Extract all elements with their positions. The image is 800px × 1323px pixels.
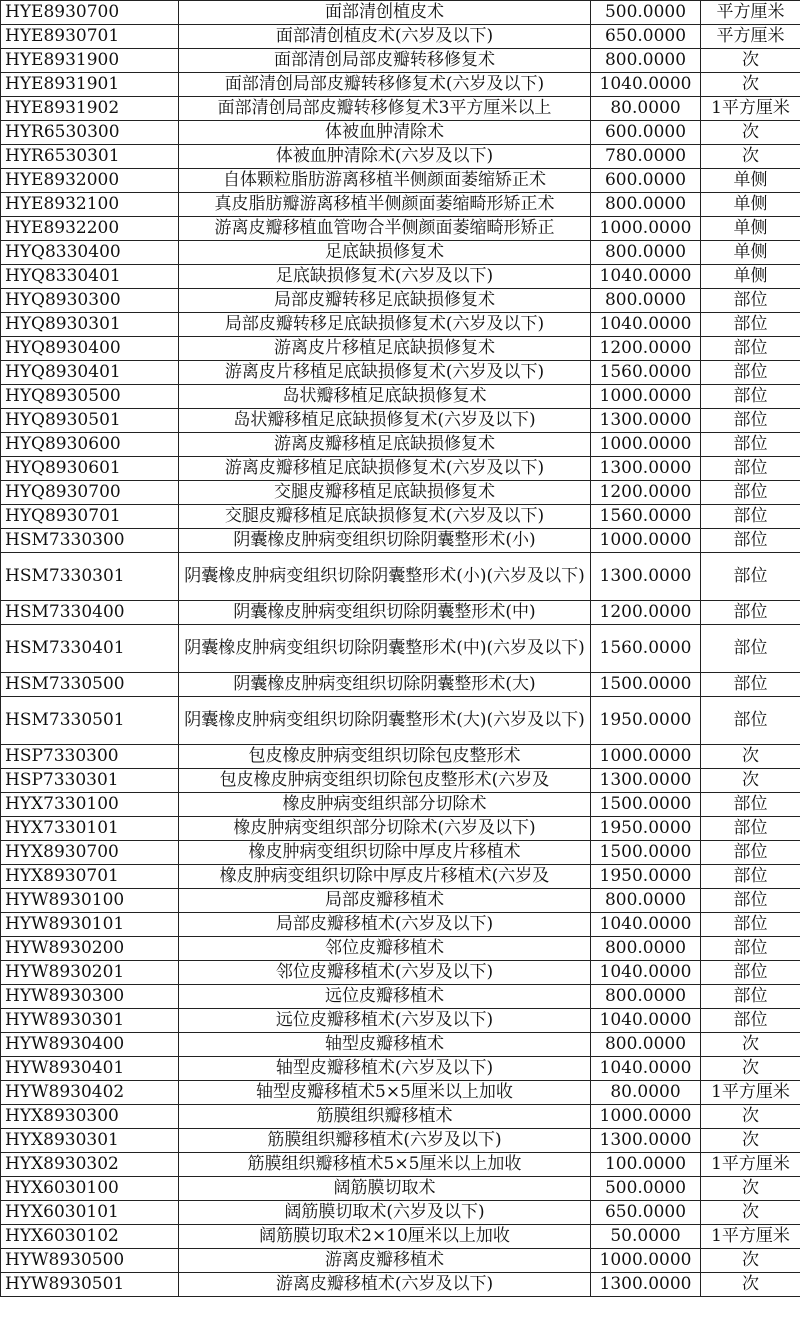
table-row bbox=[1, 1177, 800, 1201]
price-cell: 1950.0000 bbox=[591, 697, 701, 745]
name-cell: 游离皮片移植足底缺损修复术 bbox=[179, 337, 591, 361]
name-cell: 远位皮瓣移植术(六岁及以下) bbox=[179, 1009, 591, 1033]
unit-cell: 单侧 bbox=[701, 217, 800, 241]
code-cell: HYW8930402 bbox=[1, 1081, 179, 1105]
code-cell: HYX7330100 bbox=[1, 793, 179, 817]
price-cell: 1040.0000 bbox=[591, 1009, 701, 1033]
name-cell: 足底缺损修复术(六岁及以下) bbox=[179, 265, 591, 289]
code-cell: HYQ8930501 bbox=[1, 409, 179, 433]
code-cell: HYW8930301 bbox=[1, 1009, 179, 1033]
code-cell: HYQ8930300 bbox=[1, 289, 179, 313]
code-cell: HYW8930501 bbox=[1, 1273, 179, 1297]
code-cell: HYQ8930601 bbox=[1, 457, 179, 481]
unit-cell: 1平方厘米 bbox=[701, 1153, 800, 1177]
unit-cell: 部位 bbox=[701, 457, 800, 481]
price-cell: 1950.0000 bbox=[591, 865, 701, 889]
table-row bbox=[1, 553, 800, 601]
unit-cell: 部位 bbox=[701, 673, 800, 697]
code-cell: HSM7330500 bbox=[1, 673, 179, 697]
code-cell: HYX6030100 bbox=[1, 1177, 179, 1201]
name-cell: 面部清创植皮术(六岁及以下) bbox=[179, 25, 591, 49]
table-row bbox=[1, 361, 800, 385]
name-cell: 交腿皮瓣移植足底缺损修复术(六岁及以下) bbox=[179, 505, 591, 529]
table-row bbox=[1, 145, 800, 169]
code-cell: HSP7330300 bbox=[1, 745, 179, 769]
code-cell: HYQ8330401 bbox=[1, 265, 179, 289]
unit-cell: 部位 bbox=[701, 793, 800, 817]
unit-cell: 平方厘米 bbox=[701, 1, 800, 25]
table-row bbox=[1, 1273, 800, 1297]
table-row bbox=[1, 121, 800, 145]
code-cell: HYX7330101 bbox=[1, 817, 179, 841]
price-cell: 500.0000 bbox=[591, 1, 701, 25]
name-cell: 游离皮瓣移植血管吻合半侧颜面萎缩畸形矫正 bbox=[179, 217, 591, 241]
table-row bbox=[1, 433, 800, 457]
unit-cell: 部位 bbox=[701, 385, 800, 409]
code-cell: HSP7330301 bbox=[1, 769, 179, 793]
table-row bbox=[1, 385, 800, 409]
table-row bbox=[1, 265, 800, 289]
price-table-body bbox=[1, 1, 800, 1297]
name-cell: 体被血肿清除术 bbox=[179, 121, 591, 145]
name-cell: 岛状瓣移植足底缺损修复术 bbox=[179, 385, 591, 409]
price-cell: 780.0000 bbox=[591, 145, 701, 169]
unit-cell: 次 bbox=[701, 1249, 800, 1273]
code-cell: HYQ8330400 bbox=[1, 241, 179, 265]
name-cell: 橡皮肿病变组织切除中厚皮片移植术 bbox=[179, 841, 591, 865]
price-cell: 1040.0000 bbox=[591, 961, 701, 985]
table-row bbox=[1, 793, 800, 817]
price-cell: 1560.0000 bbox=[591, 361, 701, 385]
code-cell: HYW8930300 bbox=[1, 985, 179, 1009]
name-cell: 面部清创植皮术 bbox=[179, 1, 591, 25]
code-cell: HYX6030101 bbox=[1, 1201, 179, 1225]
unit-cell: 单侧 bbox=[701, 265, 800, 289]
table-row bbox=[1, 457, 800, 481]
code-cell: HYR6530301 bbox=[1, 145, 179, 169]
price-cell: 800.0000 bbox=[591, 889, 701, 913]
unit-cell: 单侧 bbox=[701, 169, 800, 193]
code-cell: HYX6030102 bbox=[1, 1225, 179, 1249]
unit-cell: 部位 bbox=[701, 985, 800, 1009]
table-row bbox=[1, 1201, 800, 1225]
name-cell: 阔筋膜切取术 bbox=[179, 1177, 591, 1201]
name-cell: 阔筋膜切取术2×10厘米以上加收 bbox=[179, 1225, 591, 1249]
price-cell: 1300.0000 bbox=[591, 1129, 701, 1153]
unit-cell: 部位 bbox=[701, 289, 800, 313]
name-cell: 阴囊橡皮肿病变组织切除阴囊整形术(大) bbox=[179, 673, 591, 697]
table-row bbox=[1, 409, 800, 433]
table-row bbox=[1, 217, 800, 241]
name-cell: 岛状瓣移植足底缺损修复术(六岁及以下) bbox=[179, 409, 591, 433]
price-cell: 1300.0000 bbox=[591, 409, 701, 433]
price-cell: 50.0000 bbox=[591, 1225, 701, 1249]
name-cell: 橡皮肿病变组织部分切除术 bbox=[179, 793, 591, 817]
table-row bbox=[1, 817, 800, 841]
name-cell: 自体颗粒脂肪游离移植半侧颜面萎缩矫正术 bbox=[179, 169, 591, 193]
code-cell: HSM7330301 bbox=[1, 553, 179, 601]
price-cell: 1200.0000 bbox=[591, 337, 701, 361]
price-cell: 600.0000 bbox=[591, 169, 701, 193]
code-cell: HYQ8930500 bbox=[1, 385, 179, 409]
table-row bbox=[1, 1225, 800, 1249]
name-cell: 筋膜组织瓣移植术5×5厘米以上加收 bbox=[179, 1153, 591, 1177]
price-cell: 1000.0000 bbox=[591, 1249, 701, 1273]
table-row bbox=[1, 49, 800, 73]
table-row bbox=[1, 625, 800, 673]
price-cell: 1560.0000 bbox=[591, 505, 701, 529]
unit-cell: 部位 bbox=[701, 529, 800, 553]
table-row bbox=[1, 25, 800, 49]
name-cell: 局部皮瓣移植术(六岁及以下) bbox=[179, 913, 591, 937]
unit-cell: 次 bbox=[701, 745, 800, 769]
name-cell: 橡皮肿病变组织切除中厚皮片移植术(六岁及 bbox=[179, 865, 591, 889]
table-row bbox=[1, 481, 800, 505]
name-cell: 橡皮肿病变组织部分切除术(六岁及以下) bbox=[179, 817, 591, 841]
unit-cell: 部位 bbox=[701, 865, 800, 889]
code-cell: HYX8930701 bbox=[1, 865, 179, 889]
price-cell: 650.0000 bbox=[591, 1201, 701, 1225]
price-cell: 1950.0000 bbox=[591, 817, 701, 841]
code-cell: HYE8932200 bbox=[1, 217, 179, 241]
table-row bbox=[1, 1081, 800, 1105]
unit-cell: 部位 bbox=[701, 313, 800, 337]
unit-cell: 次 bbox=[701, 1129, 800, 1153]
code-cell: HYW8930201 bbox=[1, 961, 179, 985]
table-row bbox=[1, 673, 800, 697]
table-row bbox=[1, 913, 800, 937]
table-row bbox=[1, 1, 800, 25]
code-cell: HYR6530300 bbox=[1, 121, 179, 145]
name-cell: 阔筋膜切取术(六岁及以下) bbox=[179, 1201, 591, 1225]
unit-cell: 次 bbox=[701, 49, 800, 73]
table-row bbox=[1, 769, 800, 793]
name-cell: 局部皮瓣转移足底缺损修复术 bbox=[179, 289, 591, 313]
unit-cell: 部位 bbox=[701, 553, 800, 601]
code-cell: HYE8932100 bbox=[1, 193, 179, 217]
code-cell: HYW8930500 bbox=[1, 1249, 179, 1273]
name-cell: 面部清创局部皮瓣转移修复术3平方厘米以上 bbox=[179, 97, 591, 121]
code-cell: HYQ8930401 bbox=[1, 361, 179, 385]
name-cell: 包皮橡皮肿病变组织切除包皮整形术(六岁及 bbox=[179, 769, 591, 793]
code-cell: HSM7330400 bbox=[1, 601, 179, 625]
unit-cell: 部位 bbox=[701, 433, 800, 457]
table-row bbox=[1, 169, 800, 193]
name-cell: 真皮脂肪瓣游离移植半侧颜面萎缩畸形矫正术 bbox=[179, 193, 591, 217]
price-cell: 1500.0000 bbox=[591, 673, 701, 697]
code-cell: HYE8931900 bbox=[1, 49, 179, 73]
name-cell: 阴囊橡皮肿病变组织切除阴囊整形术(中) bbox=[179, 601, 591, 625]
table-row bbox=[1, 745, 800, 769]
unit-cell: 次 bbox=[701, 121, 800, 145]
unit-cell: 次 bbox=[701, 1177, 800, 1201]
name-cell: 筋膜组织瓣移植术(六岁及以下) bbox=[179, 1129, 591, 1153]
table-row bbox=[1, 241, 800, 265]
unit-cell: 部位 bbox=[701, 841, 800, 865]
unit-cell: 次 bbox=[701, 145, 800, 169]
unit-cell: 平方厘米 bbox=[701, 25, 800, 49]
code-cell: HYE8931901 bbox=[1, 73, 179, 97]
price-cell: 800.0000 bbox=[591, 241, 701, 265]
table-row bbox=[1, 73, 800, 97]
unit-cell: 部位 bbox=[701, 937, 800, 961]
price-cell: 1300.0000 bbox=[591, 457, 701, 481]
code-cell: HYX8930300 bbox=[1, 1105, 179, 1129]
table-row bbox=[1, 529, 800, 553]
table-row bbox=[1, 1105, 800, 1129]
unit-cell: 次 bbox=[701, 1057, 800, 1081]
unit-cell: 部位 bbox=[701, 601, 800, 625]
name-cell: 邻位皮瓣移植术 bbox=[179, 937, 591, 961]
name-cell: 阴囊橡皮肿病变组织切除阴囊整形术(小) bbox=[179, 529, 591, 553]
table-row bbox=[1, 841, 800, 865]
code-cell: HYE8930700 bbox=[1, 1, 179, 25]
code-cell: HYQ8930301 bbox=[1, 313, 179, 337]
name-cell: 阴囊橡皮肿病变组织切除阴囊整形术(大)(六岁及以下) bbox=[179, 697, 591, 745]
price-cell: 100.0000 bbox=[591, 1153, 701, 1177]
unit-cell: 部位 bbox=[701, 817, 800, 841]
unit-cell: 部位 bbox=[701, 961, 800, 985]
price-cell: 1300.0000 bbox=[591, 1273, 701, 1297]
table-row bbox=[1, 1249, 800, 1273]
unit-cell: 次 bbox=[701, 769, 800, 793]
unit-cell: 次 bbox=[701, 1033, 800, 1057]
code-cell: HYQ8930400 bbox=[1, 337, 179, 361]
table-row bbox=[1, 1057, 800, 1081]
unit-cell: 部位 bbox=[701, 913, 800, 937]
name-cell: 包皮橡皮肿病变组织切除包皮整形术 bbox=[179, 745, 591, 769]
table-row bbox=[1, 1129, 800, 1153]
unit-cell: 部位 bbox=[701, 625, 800, 673]
code-cell: HYE8932000 bbox=[1, 169, 179, 193]
price-cell: 800.0000 bbox=[591, 937, 701, 961]
table-row bbox=[1, 1033, 800, 1057]
table-row bbox=[1, 937, 800, 961]
table-row bbox=[1, 697, 800, 745]
price-cell: 80.0000 bbox=[591, 1081, 701, 1105]
unit-cell: 单侧 bbox=[701, 241, 800, 265]
unit-cell: 部位 bbox=[701, 481, 800, 505]
unit-cell: 1平方厘米 bbox=[701, 1225, 800, 1249]
name-cell: 游离皮片移植足底缺损修复术(六岁及以下) bbox=[179, 361, 591, 385]
name-cell: 交腿皮瓣移植足底缺损修复术 bbox=[179, 481, 591, 505]
code-cell: HSM7330401 bbox=[1, 625, 179, 673]
price-cell: 600.0000 bbox=[591, 121, 701, 145]
name-cell: 体被血肿清除术(六岁及以下) bbox=[179, 145, 591, 169]
code-cell: HYQ8930700 bbox=[1, 481, 179, 505]
code-cell: HSM7330501 bbox=[1, 697, 179, 745]
unit-cell: 部位 bbox=[701, 361, 800, 385]
name-cell: 邻位皮瓣移植术(六岁及以下) bbox=[179, 961, 591, 985]
code-cell: HYW8930400 bbox=[1, 1033, 179, 1057]
price-cell: 1200.0000 bbox=[591, 481, 701, 505]
price-cell: 800.0000 bbox=[591, 1033, 701, 1057]
price-cell: 1040.0000 bbox=[591, 73, 701, 97]
unit-cell: 1平方厘米 bbox=[701, 97, 800, 121]
price-cell: 1000.0000 bbox=[591, 529, 701, 553]
name-cell: 面部清创局部皮瓣转移修复术 bbox=[179, 49, 591, 73]
price-cell: 1040.0000 bbox=[591, 913, 701, 937]
name-cell: 足底缺损修复术 bbox=[179, 241, 591, 265]
code-cell: HYQ8930600 bbox=[1, 433, 179, 457]
name-cell: 轴型皮瓣移植术 bbox=[179, 1033, 591, 1057]
name-cell: 筋膜组织瓣移植术 bbox=[179, 1105, 591, 1129]
name-cell: 阴囊橡皮肿病变组织切除阴囊整形术(小)(六岁及以下) bbox=[179, 553, 591, 601]
price-cell: 800.0000 bbox=[591, 985, 701, 1009]
unit-cell: 部位 bbox=[701, 889, 800, 913]
name-cell: 游离皮瓣移植足底缺损修复术 bbox=[179, 433, 591, 457]
unit-cell: 部位 bbox=[701, 697, 800, 745]
price-cell: 800.0000 bbox=[591, 193, 701, 217]
name-cell: 阴囊橡皮肿病变组织切除阴囊整形术(中)(六岁及以下) bbox=[179, 625, 591, 673]
name-cell: 游离皮瓣移植术(六岁及以下) bbox=[179, 1273, 591, 1297]
code-cell: HYX8930301 bbox=[1, 1129, 179, 1153]
table-row bbox=[1, 97, 800, 121]
price-cell: 1000.0000 bbox=[591, 385, 701, 409]
table-row bbox=[1, 1153, 800, 1177]
code-cell: HYW8930200 bbox=[1, 937, 179, 961]
name-cell: 游离皮瓣移植足底缺损修复术(六岁及以下) bbox=[179, 457, 591, 481]
code-cell: HYW8930100 bbox=[1, 889, 179, 913]
name-cell: 面部清创局部皮瓣转移修复术(六岁及以下) bbox=[179, 73, 591, 97]
price-cell: 650.0000 bbox=[591, 25, 701, 49]
table-row bbox=[1, 961, 800, 985]
unit-cell: 次 bbox=[701, 1273, 800, 1297]
price-cell: 1300.0000 bbox=[591, 553, 701, 601]
code-cell: HYX8930700 bbox=[1, 841, 179, 865]
unit-cell: 次 bbox=[701, 73, 800, 97]
unit-cell: 部位 bbox=[701, 1009, 800, 1033]
price-cell: 1000.0000 bbox=[591, 1105, 701, 1129]
table-row bbox=[1, 601, 800, 625]
price-cell: 1040.0000 bbox=[591, 1057, 701, 1081]
table-row bbox=[1, 289, 800, 313]
table-row bbox=[1, 337, 800, 361]
price-cell: 1000.0000 bbox=[591, 745, 701, 769]
price-cell: 1500.0000 bbox=[591, 841, 701, 865]
table-row bbox=[1, 985, 800, 1009]
table-row bbox=[1, 865, 800, 889]
name-cell: 轴型皮瓣移植术5×5厘米以上加收 bbox=[179, 1081, 591, 1105]
name-cell: 局部皮瓣转移足底缺损修复术(六岁及以下) bbox=[179, 313, 591, 337]
unit-cell: 部位 bbox=[701, 337, 800, 361]
unit-cell: 1平方厘米 bbox=[701, 1081, 800, 1105]
unit-cell: 单侧 bbox=[701, 193, 800, 217]
price-cell: 800.0000 bbox=[591, 49, 701, 73]
price-cell: 1200.0000 bbox=[591, 601, 701, 625]
price-cell: 1040.0000 bbox=[591, 313, 701, 337]
price-cell: 1000.0000 bbox=[591, 433, 701, 457]
code-cell: HYQ8930701 bbox=[1, 505, 179, 529]
unit-cell: 次 bbox=[701, 1201, 800, 1225]
price-cell: 1300.0000 bbox=[591, 769, 701, 793]
code-cell: HSM7330300 bbox=[1, 529, 179, 553]
table-row bbox=[1, 505, 800, 529]
table-row bbox=[1, 889, 800, 913]
price-cell: 1040.0000 bbox=[591, 265, 701, 289]
code-cell: HYW8930101 bbox=[1, 913, 179, 937]
unit-cell: 次 bbox=[701, 1105, 800, 1129]
price-cell: 80.0000 bbox=[591, 97, 701, 121]
name-cell: 轴型皮瓣移植术(六岁及以下) bbox=[179, 1057, 591, 1081]
price-cell: 1000.0000 bbox=[591, 217, 701, 241]
name-cell: 游离皮瓣移植术 bbox=[179, 1249, 591, 1273]
unit-cell: 部位 bbox=[701, 505, 800, 529]
price-cell: 500.0000 bbox=[591, 1177, 701, 1201]
price-cell: 1560.0000 bbox=[591, 625, 701, 673]
table-row bbox=[1, 193, 800, 217]
unit-cell: 部位 bbox=[701, 409, 800, 433]
price-cell: 800.0000 bbox=[591, 289, 701, 313]
table-row bbox=[1, 1009, 800, 1033]
code-cell: HYW8930401 bbox=[1, 1057, 179, 1081]
table-row bbox=[1, 313, 800, 337]
code-cell: HYE8931902 bbox=[1, 97, 179, 121]
name-cell: 局部皮瓣移植术 bbox=[179, 889, 591, 913]
code-cell: HYE8930701 bbox=[1, 25, 179, 49]
code-cell: HYX8930302 bbox=[1, 1153, 179, 1177]
price-cell: 1500.0000 bbox=[591, 793, 701, 817]
name-cell: 远位皮瓣移植术 bbox=[179, 985, 591, 1009]
